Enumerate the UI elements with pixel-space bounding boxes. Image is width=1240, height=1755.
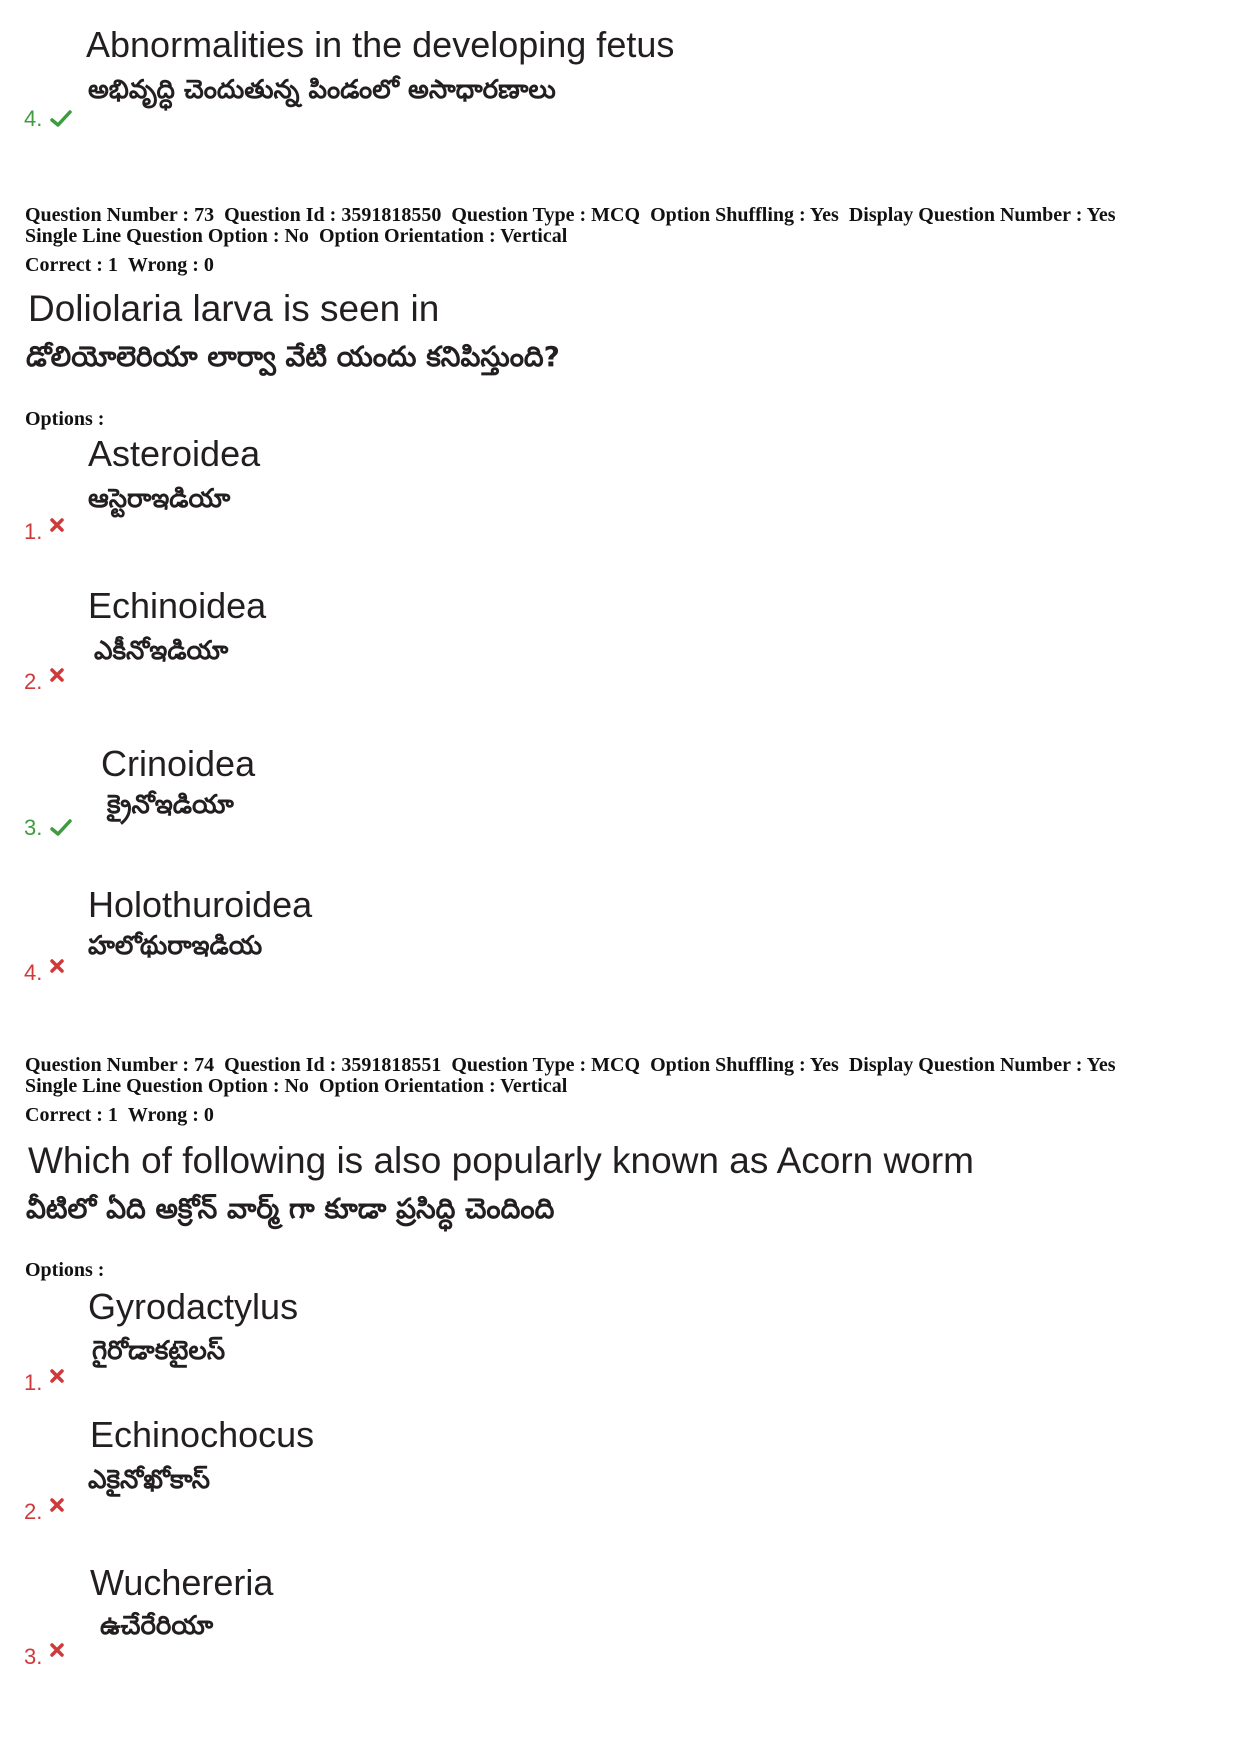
question-74-marks — [25, 1105, 214, 1126]
cross-icon — [50, 1369, 64, 1383]
wrong-marks: Wrong : 0 — [127, 254, 214, 276]
question-73-option-4-marker — [24, 960, 64, 986]
cross-icon — [50, 668, 64, 682]
option-number: 3. — [24, 815, 43, 840]
question-73-option-4-english: Holothuroidea — [88, 884, 313, 925]
question-74-option-2-marker — [24, 1499, 64, 1525]
prev-option-4-english: Abnormalities in the developing fetus — [86, 24, 675, 65]
question-73-option-1-telugu: ఆస్టెరాఇడియా — [88, 484, 231, 514]
option-orientation-label: Option Orientation : Vertical — [318, 225, 568, 247]
question-type-label: Question Type : MCQ — [451, 204, 641, 226]
question-number-label: Question Number : 74 — [25, 1054, 215, 1076]
single-line-option-label: Single Line Question Option : No — [25, 1075, 309, 1097]
option-number: 2. — [24, 1499, 43, 1524]
option-number: 2. — [24, 669, 43, 694]
option-number: 3. — [24, 1644, 43, 1669]
question-number-label: Question Number : 73 — [25, 204, 215, 226]
question-73-option-3-telugu: క్రైనోఇడియా — [107, 790, 234, 820]
cross-icon — [50, 1498, 64, 1512]
question-74-text-telugu: వీటిలో ఏది అక్రోన్ వార్మ్ గా కూడా ప్రసిద్ధి చెందింది — [26, 1192, 555, 1225]
question-73-meta-line1 — [25, 205, 1116, 226]
cross-icon — [50, 518, 64, 532]
option-shuffling-label: Option Shuffling : Yes — [650, 204, 839, 226]
check-icon — [50, 110, 72, 128]
question-74-text-english: Which of following is also popularly known as Acorn worm — [28, 1140, 974, 1181]
question-73-option-3-english: Crinoidea — [101, 743, 256, 784]
option-shuffling-label: Option Shuffling : Yes — [650, 1054, 839, 1076]
prev-option-4-telugu: అభివృద్ధి చెందుతున్న పిండంలో అసాధారణాలు — [88, 75, 556, 105]
option-orientation-label: Option Orientation : Vertical — [318, 1075, 568, 1097]
question-type-label: Question Type : MCQ — [451, 1054, 641, 1076]
question-74-option-1-english: Gyrodactylus — [88, 1286, 299, 1327]
question-74-options-label: Options : — [25, 1259, 105, 1281]
prev-option-4-marker — [24, 106, 72, 132]
question-74-option-2-english: Echinochocus — [90, 1414, 315, 1455]
correct-marks: Correct : 1 — [25, 254, 118, 276]
question-74-option-1-marker — [24, 1370, 64, 1396]
correct-marks: Correct : 1 — [25, 1104, 118, 1126]
option-number: 4. — [24, 106, 43, 131]
question-74-option-3-marker — [24, 1644, 64, 1670]
wrong-marks: Wrong : 0 — [127, 1104, 214, 1126]
check-icon — [50, 819, 72, 837]
single-line-option-label: Single Line Question Option : No — [25, 225, 309, 247]
question-73-text-telugu: డోలియోలెరియా లార్వా వేటి యందు కనిపిస్తుంది? — [26, 340, 560, 373]
question-74-meta-line1 — [25, 1055, 1116, 1076]
option-number: 1. — [24, 519, 43, 544]
question-74-meta-line2 — [25, 1076, 567, 1097]
question-74-option-3-telugu: ఉచేరేరియా — [100, 1611, 214, 1641]
question-73-option-2-telugu: ఎకీనోఇడియా — [94, 636, 229, 666]
question-id-label: Question Id : 3591818550 — [224, 204, 442, 226]
question-74-option-3-english: Wuchereria — [90, 1562, 274, 1603]
option-number: 4. — [24, 960, 43, 985]
question-73-meta-line2 — [25, 226, 567, 247]
option-number: 1. — [24, 1370, 43, 1395]
question-id-label: Question Id : 3591818551 — [224, 1054, 442, 1076]
question-73-option-4-telugu: హలోథురాఇడియ — [88, 931, 263, 961]
question-73-option-3-marker — [24, 815, 72, 841]
question-73-marks — [25, 255, 214, 276]
question-74-option-1-telugu: గైరోడాకటైలస్ — [92, 1336, 226, 1366]
question-73-options-label: Options : — [25, 408, 105, 430]
cross-icon — [50, 1643, 64, 1657]
question-73-option-2-marker — [24, 669, 64, 695]
question-73-option-1-marker — [24, 519, 64, 545]
display-question-number-label: Display Question Number : Yes — [848, 204, 1116, 226]
cross-icon — [50, 959, 64, 973]
question-73-option-2-english: Echinoidea — [88, 585, 267, 626]
question-74-option-2-telugu: ఎకైనోఖోకాస్ — [88, 1465, 210, 1495]
question-73-option-1-english: Asteroidea — [88, 433, 261, 474]
question-73-text-english: Doliolaria larva is seen in — [28, 288, 440, 329]
display-question-number-label: Display Question Number : Yes — [848, 1054, 1116, 1076]
